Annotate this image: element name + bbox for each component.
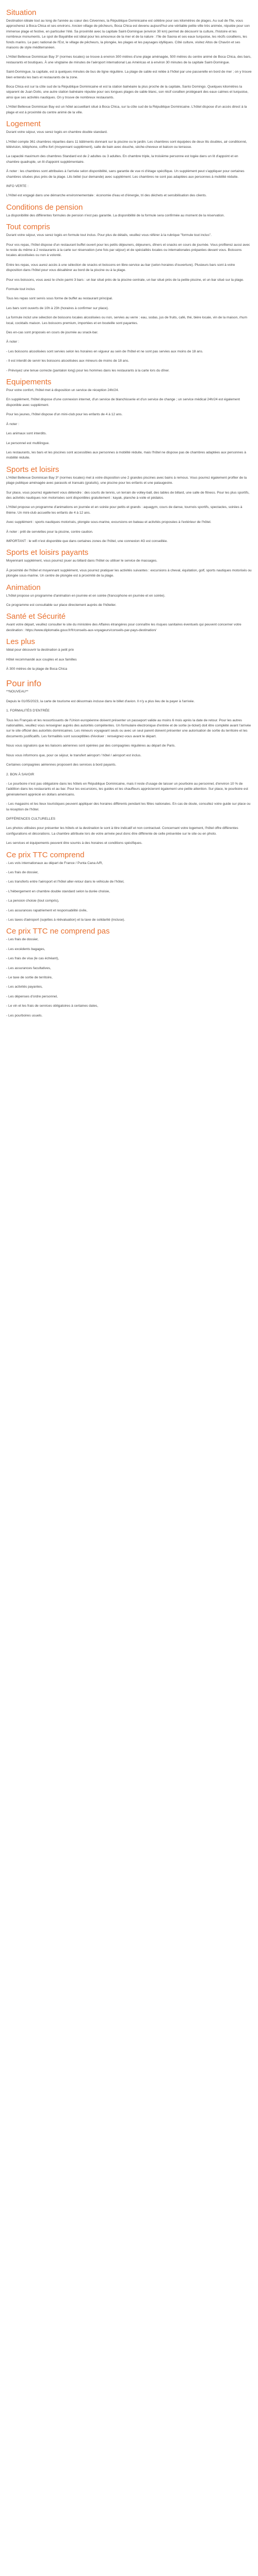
- paragraph: Certaines compagnies aériennes proposent des services à bord payants.: [6, 763, 117, 767]
- section-sports: [6, 465, 252, 545]
- paragraph: Tous les repas sont servis sous forme de buffet au restaurant principal.: [6, 297, 113, 301]
- product-description-page: [0, 0, 258, 1028]
- paragraph: Saint-Domingue, la capitale, est à quelques minutes de bus de ligne régulière. La plage de sable est reliée à l'hôtel par une passerelle en bord de mer ; on y trouve bien entendu les bars et restaurants de la zone.: [6, 70, 252, 79]
- paragraph: - Prévoyez une tenue correcte (pantalon long) pour les hommes dans les restaurants à la carte lors du dîner.: [6, 368, 170, 372]
- paragraph: Tous les Français et les ressortissants de l'Union européenne doivent présenter un passeport valide au moins 6 mois après la date de retour. Pour les autres nationalités, veuillez vous renseigner auprès des autorités compétentes. Un formulaire électronique d'entrée et de sortie (e-ticket) doit être complété avant l'arrivée sur le site officiel des autorités dominicaines. Les mineurs voyageant seuls ou avec un seul parent doivent présenter une autorisation de sortie du territoire et les documents justificatifs. Les formalités sont susceptibles d'évoluer : renseignez-vous avant le départ.: [6, 718, 251, 738]
- paragraph: Boca Chica est sur la côte sud de la République Dominicaine et est la station balnéaire la plus proche de la capitale, Santo Domingo. Quelques kilomètres la séparent de Juan Dolio, une autre station balnéaire réputée pour ses longues plages de sable blanc, son récif corallien protégeant des eaux calmes et turquoise, ainsi que ses activités nautiques. On y trouve de nombreux restaurants.: [6, 85, 249, 99]
- paragraph: IMPORTANT : le wifi n'est disponible que dans certaines zones de l'hôtel, une connexion 4G est conseillée.: [6, 539, 168, 543]
- paragraph: Idéal pour découvrir la destination à petit prix: [6, 648, 74, 652]
- paragraph: Pour les jeunes, l'hôtel dispose d'un mini-club pour les enfants de 4 à 12 ans.: [6, 413, 123, 417]
- section-sante: [6, 612, 252, 633]
- section-title: Equipements: [6, 378, 52, 387]
- paragraph: Entre les repas, vous aurez accès à une sélection de snacks et boissons en libre-service au bar (selon horaires d'ouverture). Plusieurs bars sont à votre disposition dans l'hôtel pour vous désaltérer au bord de la piscine ou à la plage.: [6, 263, 235, 273]
- paragraph: - Les vols internationaux au départ de France / Punta Cana A/R,: [6, 861, 103, 865]
- paragraph: Sur place, vous pourrez également vous détendre : des courts de tennis, un terrain de volley-ball, des tables de billard, une salle de fitness. Pour les plus sportifs, des activités nautiques non motorisées sont disponibles gratuitement : kayak, planche à voile et pédalos.: [6, 490, 250, 500]
- section-nouveau: [6, 679, 252, 846]
- section-title: Situation: [6, 8, 37, 17]
- paragraph: Les restaurants, les bars et les piscines sont accessibles aux personnes à mobilité réduite, mais l'hôtel ne dispose pas de chambres adaptées aux personnes à mobilité réduite.: [6, 450, 246, 460]
- paragraph: - Les excédents bagages,: [6, 947, 45, 951]
- paragraph: Durant votre séjour, vous serez logés en formule tout inclus. Pour plus de détails, veuillez vous référer à la rubrique "formule tout inclus".: [6, 233, 212, 238]
- paragraph: Pour votre confort, l'hôtel met à disposition un service de réception 24h/24.: [6, 388, 119, 393]
- section-situation: [6, 8, 252, 115]
- paragraph: Les services et équipements peuvent être soumis à des horaires et conditions spécifiques.: [6, 841, 142, 845]
- section-title: Conditions de pension: [6, 202, 83, 212]
- paragraph: La formule inclut une sélection de boissons locales alcoolisées ou non, servies au verre : eau, sodas, jus de fruits, café, thé, bière locale, vin de la maison, rhum local, cocktails maison. Les boissons premium, importées et en bouteille sont payantes.: [6, 316, 247, 325]
- section-title: Sports et loisirs: [6, 465, 59, 474]
- section-sports-payants: [6, 548, 252, 579]
- paragraph: Les photos utilisées pour présenter les hôtels et la destination le sont à titre indicatif et non contractuel. Concernant votre logement, l'hôtel offre différentes configurations et décorations. La chambre attribuée lors de votre arrivée peut donc être différente de celle présentée sur le site ou en photo.: [6, 826, 238, 836]
- section-les-plus: [6, 637, 252, 672]
- paragraph: - Les boissons alcoolisées sont servies selon les horaires en vigueur au sein de l'hôtel et ne sont pas servies aux moins de 18 ans.: [6, 349, 203, 353]
- paragraph: - Les assurances facultatives,: [6, 966, 51, 970]
- section-formule: [6, 203, 252, 218]
- paragraph: Les bars sont ouverts de 10h à 23h (horaires à confirmer sur place).: [6, 306, 109, 310]
- paragraph: Les animaux sont interdits.: [6, 432, 47, 436]
- paragraph: Depuis le 01/05/2023, la carte de tourisme est désormais incluse dans le billet d'avion. Il n'y a plus lieu de la payer à l'arrivée.: [6, 699, 195, 703]
- paragraph: L'Hôtel Bellevue Dominican Bay 3* (normes locales) se trouve à environ 300 mètres d'une plage aménagée, 500 mètres du centre animé de Boca Chica, des bars, restaurants et boutiques. À une vingtaine de minutes de l'aéroport international Las Américas et à environ 30 minutes de la capitale Saint-Domingue.: [6, 55, 251, 64]
- paragraph: - Il est interdit de servir les boissons alcoolisées aux mineurs de moins de 18 ans.: [6, 359, 130, 363]
- paragraph: Pour vos repas, l'hôtel dispose d'un restaurant buffet ouvert pour les petits déjeuners, déjeuners, dîners et snacks en cours de journée. Vous profiterez aussi avec le reste du même à 2 restaurants à la carte sur réservation (une fois par séjour) et de spécialités locales ou internationales préparées devant vous. Boissons locales alcoolisées ou non à volonté.: [6, 243, 250, 258]
- section-prix-comprend: [6, 851, 252, 923]
- paragraph: À noter : les chambres sont attribuées à l'arrivée selon disponibilité, sans garantie de vue ni d'étage spécifique. Un supplément peut s'appliquer pour certaines chambres situées plus près de la plage. Lits bébé (sur demande) avec supplément. Les chambres ne sont pas adaptées aux personnes à mobilité réduite.: [6, 170, 245, 179]
- section-title: Ce prix TTC comprend: [6, 850, 85, 859]
- paragraph: En supplément, l'hôtel dispose d'une connexion internet, d'un service de blanchisserie et d'un service de change ; un service médical 24h/24 est également disponible avec supplément.: [6, 398, 240, 407]
- paragraph: - Le vin et les frais de services obligatoires à certaines dates,: [6, 1004, 99, 1008]
- paragraph: L'Hôtel propose un programme d'animations en journée et en soirée pour petits et grands : aquagym, cours de danse, tournois sportifs, spectacles, soirées à thème. Un mini-club accueille les enfants de 4 à 12 ans.: [6, 505, 243, 515]
- paragraph: - Les pourboires usuels.: [6, 1013, 43, 1018]
- paragraph: - Les frais de dossier,: [6, 870, 39, 874]
- section-title: Sports et loisirs payants: [6, 548, 89, 557]
- paragraph: - Les transferts entre l'aéroport et l'hôtel aller-retour dans le véhicule de l'hôtel,: [6, 880, 124, 884]
- paragraph: Avec supplément : sports nautiques motorisés, plongée sous-marine, excursions en bateau et activités proposées à l'extérieur de l'hôtel.: [6, 520, 212, 524]
- paragraph: Nous vous signalons que les liaisons aériennes sont opérées par des compagnies régulières au départ de Paris.: [6, 744, 176, 748]
- paragraph: - Les magasins et les lieux touristiques peuvent appliquer des horaires différents pendant les fêtes nationales. En cas de doute, consultez votre guide sur place ou la réception de l'hôtel.: [6, 802, 251, 811]
- paragraph: L'Hôtel Bellevue Dominican Bay 3* (normes locales) met à votre disposition une 2 grandes piscines avec bains à remous. Vous pourrez également profiter de la plage publique aménagée avec parasols et transats (gratuits), une piscine pour les enfants et une pataugeoire.: [6, 476, 247, 485]
- paragraph: Des en-cas sont proposés en cours de journée au snack-bar.: [6, 331, 99, 335]
- section-tout-compris: [6, 223, 252, 374]
- paragraph: L'Hôtel Bellevue Dominican Bay est un hôtel accueillant situé à Boca Chica, sur la côte sud de la République Dominicaine. L'hôtel dispose d'un accès direct à la plage et est à proximité du centre animé de la ville.: [6, 105, 247, 114]
- paragraph: L'Hôtel est engagé dans une démarche environnementale : économie d'eau et d'énergie, tri des déchets et sensibilisation des clients.: [6, 194, 207, 198]
- paragraph: Avant votre départ, veuillez consulter le site du ministère des Affaires étrangères pour connaître les risques sanitaires éventuels qui peuvent concerner votre destination : https://www.diplomatie.gouv.fr/fr/conseils-aux-voyageurs/conseils-par-pays-destination/: [6, 623, 241, 632]
- section-prix-ne-comprend: [6, 927, 252, 1019]
- paragraph: Durant votre séjour, vous serez logés en chambre double standard.: [6, 130, 108, 134]
- paragraph: L'Hôtel compte 361 chambres réparties dans 11 bâtiments donnant sur la piscine ou le jardin. Les chambres sont équipées de deux lits doubles, air conditionné, télévision, téléphone, coffre-fort (moyennant supplément), salle de bain avec douche, sèche-cheveux et balcon ou terrasse.: [6, 140, 247, 149]
- paragraph: Destination idéale tout au long de l'année au cœur des Cévennes, la République Dominicaine est célèbre pour ses kilomètres de plages. Au sud de l'île, vous approcherez à Boca Chica et ses environs. Ancien village de pêcheurs, Boca Chica est devenu aujourd'hui une véritable petite ville très animée, réputée pour son immense plage et festive, en particulier l'été. Sa proximité avec la capitale Saint-Domingue (environ 30 km) permet de découvrir la culture, l'histoire et les nombreux monuments. Le spot de Bayahibe est idéal pour les amoureux de la mer et de la nature : l'île de Saona et ses eaux turquoise, les récifs coralliens, les fonds marins. Le parc national de l'Est, le village de pêcheurs, la plongée, les plages et les paysages idylliques. Côté culture, visitez Altos de Chavón et ses maisons de style méditerranéen.: [6, 19, 250, 50]
- paragraph: - Les frais de dossier,: [6, 938, 39, 942]
- paragraph: Hôtel recommandé aux couples et aux familles: [6, 657, 77, 662]
- section-animation: [6, 583, 252, 608]
- paragraph: Pour vos boissons, vous avez le choix parmi 3 bars : un bar situé près de la piscine centrale, un bar situé près de la petite piscine, et un bar situé sur la plage.: [6, 278, 244, 282]
- paragraph: L'hôtel propose un programme d'animation en journée et en soirée (francophone en journée et en soirée).: [6, 594, 166, 598]
- paragraph: À noter :: [6, 422, 19, 426]
- section-title: Animation: [6, 583, 41, 592]
- section-title: Santé et Sécurité: [6, 612, 66, 621]
- paragraph: La capacité maximum des chambres Standard est de 2 adultes ou 3 adultes. En chambre triple, la troisième personne est logée dans un lit d'appoint et en chambre quadruple, un lit d'appoint supplémentaire.: [6, 155, 238, 164]
- paragraph: DIFFÉRENCES CULTURELLES: [6, 817, 56, 821]
- paragraph: 1. FORMALITÉS D'ENTRÉE: [6, 709, 50, 713]
- section-title: Logement: [6, 120, 41, 129]
- paragraph: - Les frais de visa (le cas échéant),: [6, 957, 59, 961]
- paragraph: - Les activités payantes,: [6, 985, 43, 989]
- paragraph: - Les assurances rapatriement et responsabilité civile,: [6, 908, 88, 912]
- paragraph: - L'hébergement en chambre double standard selon la durée choisie,: [6, 889, 110, 893]
- section-title: Tout compris: [6, 223, 51, 232]
- paragraph: - Les taxes d'aéroport (sujettes à réévaluation) et la taxe de solidarité (incluse).: [6, 918, 125, 922]
- section-title: Les plus: [6, 637, 35, 647]
- section-title: Ce prix TTC ne comprend pas: [6, 927, 110, 936]
- paragraph: À noter : prêt de serviettes pour la piscine, contre caution.: [6, 530, 93, 534]
- paragraph: - Le pourboire n'est pas obligatoire dans les hôtels en République Dominicaine, mais il reste d'usage de laisser un pourboire au personnel, d'environ 10 % de l'addition dans les restaurants et au bar. Pour les excursions, les guides et les chauffeurs apprécieront également une petite attention. Sur place, le pourboire est généralement apprécié en dollars américains.: [6, 782, 248, 796]
- paragraph: À noter :: [6, 340, 19, 344]
- paragraph: La disponibilité des différentes formules de pension n'est pas garantie. La disponibilité de la formule sera confirmée au moment de la réservation.: [6, 213, 225, 217]
- section-title: Pour info: [6, 679, 42, 689]
- paragraph: Moyennant supplément, vous pourrez jouer au billard dans l'hôtel ou utiliser le service de massages.: [6, 559, 158, 563]
- section-logement: [6, 120, 252, 199]
- paragraph: Nous vous informons que, pour ce séjour, le transfert aéroport / hôtel / aéroport est inclus.: [6, 753, 142, 757]
- paragraph: - Les dépenses d'ordre personnel,: [6, 994, 58, 998]
- paragraph: 2. BON À SAVOIR: [6, 772, 35, 776]
- paragraph: À proximité de l'hôtel et moyennant supplément, vous pourrez pratiquer les activités suivantes : excursions à cheval, équitation, golf, sports nautiques motorisés ou plongée sous-marine. Un centre de plongée est à proximité de la plage.: [6, 568, 252, 578]
- paragraph: Ce programme est consultable sur place directement auprès de l'hôtelier.: [6, 603, 117, 607]
- paragraph: - Le taxe de sortie de territoire,: [6, 976, 53, 980]
- paragraph: - La pension choisie (tout compris),: [6, 899, 59, 903]
- section-equipements: [6, 378, 252, 461]
- paragraph: Le personnel est multilingue.: [6, 441, 50, 445]
- paragraph: À 300 mètres de la plage de Boca Chica: [6, 667, 68, 671]
- paragraph: INFO VERTE :: [6, 184, 29, 188]
- paragraph: **NOUVEAU**: [6, 690, 28, 694]
- paragraph: Formule tout inclus: [6, 287, 35, 291]
